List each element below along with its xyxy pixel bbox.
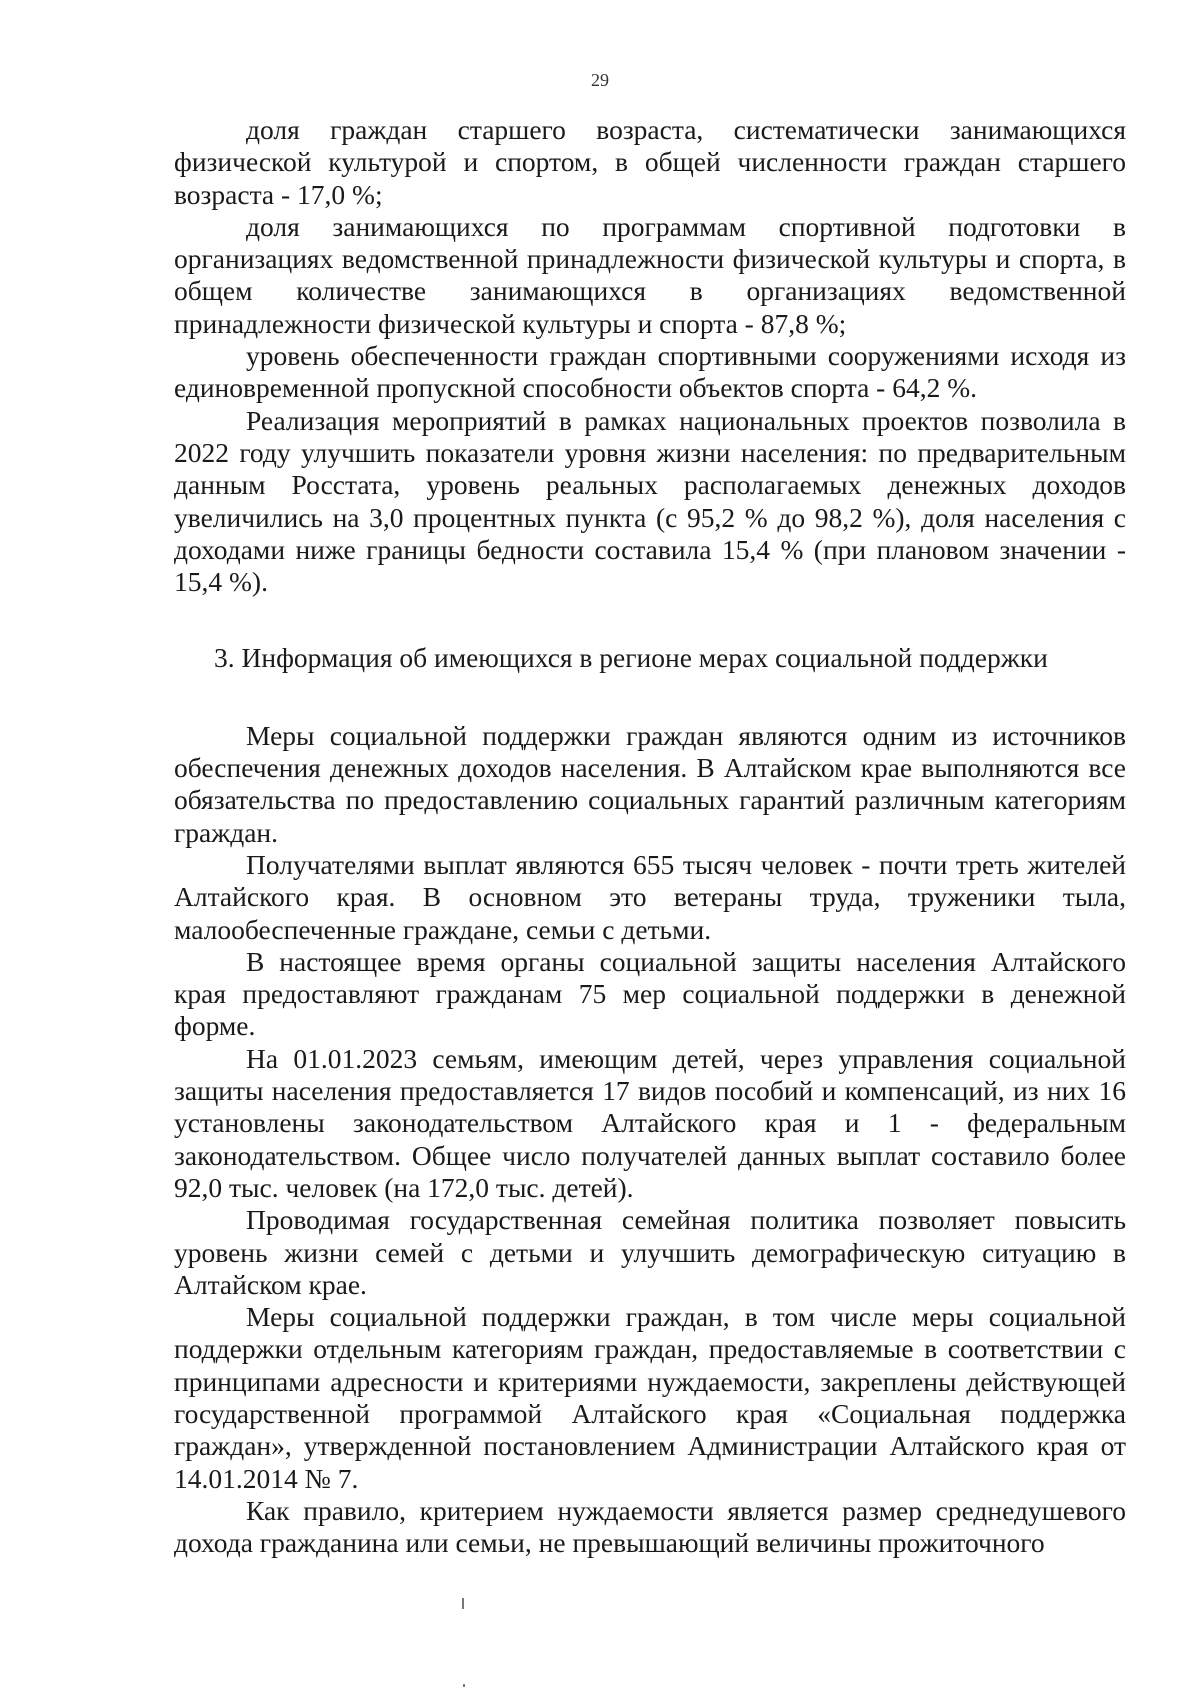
paragraph-state-program: Меры социальной поддержки граждан, в том числе меры социальной поддержки отдельным категориям граждан, предоставляемые в соответствии с принципами адресности и критериями нуждаемости, закреплены действующей государственной программой Алтайского края «Социальная поддержка граждан», утвержденной постановлением Администрации Алтайского края от 14.01.2014 № 7. <box>174 1301 1126 1494</box>
paragraph-family-benefits: На 01.01.2023 семьям, имеющим детей, через управления социальной защиты населения предоставляется 17 видов пособий и компенсаций, из них 16 установлены законодательством Алтайского края и 1 - федеральным законодательством. Общее число получателей данных выплат составило более 92,0 тыс. человек (на 172,0 тыс. детей). <box>174 1042 1126 1203</box>
paragraph-social-support-measures: Меры социальной поддержки граждан являются одним из источников обеспечения денежных доходов населения. В Алтайском крае выполняются все обязательства по предоставлению социальных гарантий различным категориям граждан. <box>174 719 1126 848</box>
scan-mark <box>462 1598 464 1609</box>
paragraph-sports-training-share: доля занимающихся по программам спортивной подготовки в организациях ведомственной принадлежности физической культуры и спорта, в общем количестве занимающихся в организациях ведомственной принадлежности физической культуры и спорта - 87,8 %; <box>174 210 1126 339</box>
document-body <box>174 114 1126 1559</box>
paragraph-payment-recipients: Получателями выплат являются 655 тысяч человек - почти треть жителей Алтайского края. В основном это ветераны труда, труженики тыла, малообеспеченные граждане, семьи с детьми. <box>174 848 1126 945</box>
paragraph-elderly-sports-share: доля граждан старшего возраста, систематически занимающихся физической культурой и спортом, в общей численности граждан старшего возраста - 17,0 %; <box>174 114 1126 210</box>
paragraph-sports-facilities-level: уровень обеспеченности граждан спортивными сооружениями исходя из единовременной пропускной способности объектов спорта - 64,2 %. <box>174 340 1126 404</box>
section-heading: 3. Информация об имеющихся в регионе мерах социальной поддержки <box>214 642 1048 674</box>
page-number: 29 <box>591 70 609 90</box>
scan-mark-bottom <box>463 1684 465 1687</box>
paragraph-support-forms: В настоящее время органы социальной защиты населения Алтайского края предоставляют гражданам 75 мер социальной поддержки в денежной форме. <box>174 945 1126 1042</box>
paragraph-family-policy: Проводимая государственная семейная политика позволяет повысить уровень жизни семей с детьми и улучшить демографическую ситуацию в Алтайском крае. <box>174 1204 1126 1300</box>
paragraph-need-criterion: Как правило, критерием нуждаемости является размер среднедушевого дохода гражданина или семьи, не превышающий величины прожиточного <box>174 1494 1126 1559</box>
paragraph-national-projects: Реализация мероприятий в рамках национальных проектов позволила в 2022 году улучшить показатели уровня жизни населения: по предварительным данным Росстата, уровень реальных располагаемых денежных доходов увеличились на 3,0 процентных пункта (с 95,2 % до 98,2 %), доля населения с доходами ниже границы бедности составила 15,4 % (при плановом значении - 15,4 %). <box>174 404 1126 598</box>
